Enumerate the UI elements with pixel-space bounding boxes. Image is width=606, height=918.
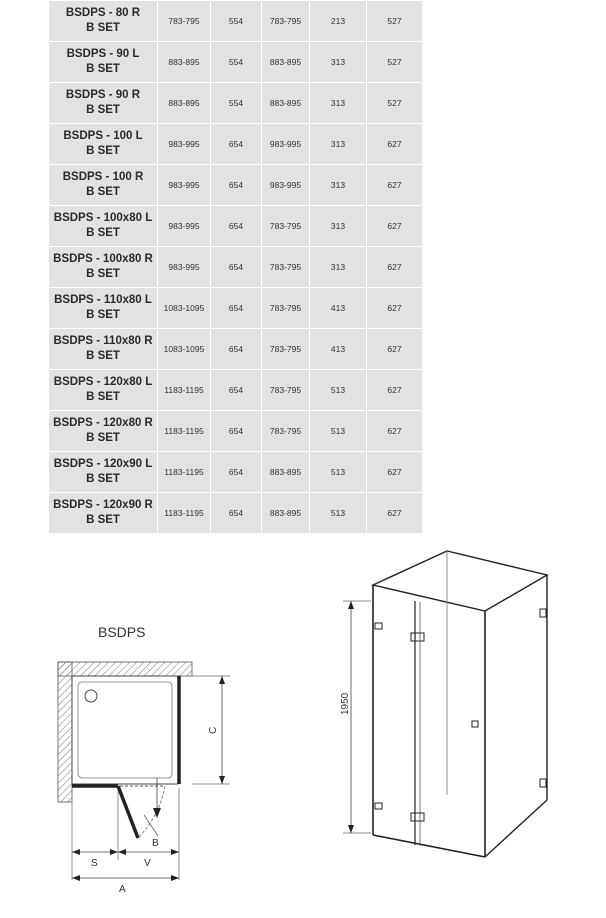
wall-back xyxy=(58,662,192,676)
model-line: B SET xyxy=(86,350,120,362)
value-cell: 883-895 xyxy=(158,42,211,83)
value-cell: 783-795 xyxy=(262,370,310,411)
model-cell xyxy=(49,165,158,206)
height-label: 1950 xyxy=(340,692,351,715)
value-cell: 527 xyxy=(367,1,423,42)
table-body xyxy=(49,1,423,534)
model-cell xyxy=(49,370,158,411)
value-cell: 654 xyxy=(211,329,262,370)
value-cell: 554 xyxy=(211,83,262,124)
bracket-icon xyxy=(472,721,478,727)
value-cell: 554 xyxy=(211,1,262,42)
value-cell: 513 xyxy=(310,411,367,452)
table-row xyxy=(49,493,423,534)
table-row xyxy=(49,42,423,83)
model-line: BSDPS - 90 R xyxy=(65,89,141,101)
hinge-icon xyxy=(375,803,382,809)
dim-label-a: A xyxy=(119,884,126,895)
model-line: BSDPS - 90 L xyxy=(66,48,140,60)
shower-tray xyxy=(72,676,178,784)
plan-view-drawing xyxy=(40,610,260,910)
model-line: B SET xyxy=(86,186,120,198)
value-cell: 627 xyxy=(367,124,423,165)
value-cell: 1183-1195 xyxy=(158,452,211,493)
model-cell xyxy=(49,247,158,288)
table-row xyxy=(49,452,423,493)
value-cell: 783-795 xyxy=(262,288,310,329)
value-cell: 654 xyxy=(211,124,262,165)
isometric-view-drawing xyxy=(325,545,565,865)
table-row xyxy=(49,206,423,247)
value-cell: 883-895 xyxy=(262,493,310,534)
hinge-icon xyxy=(540,609,546,617)
value-cell: 983-995 xyxy=(158,247,211,288)
door-open xyxy=(118,786,138,838)
value-cell: 627 xyxy=(367,370,423,411)
model-line: B SET xyxy=(86,309,120,321)
value-cell: 654 xyxy=(211,452,262,493)
model-line: BSDPS - 100 R xyxy=(62,171,144,183)
value-cell: 783-795 xyxy=(262,329,310,370)
value-cell: 654 xyxy=(211,165,262,206)
value-cell: 513 xyxy=(310,493,367,534)
table-row xyxy=(49,288,423,329)
table-row xyxy=(49,83,423,124)
model-line: BSDPS - 110x80 L xyxy=(54,294,152,306)
model-line: BSDPS - 100 L xyxy=(63,130,143,142)
hinge-icon xyxy=(375,623,382,629)
model-line: BSDPS - 120x90 L xyxy=(53,458,153,470)
value-cell: 627 xyxy=(367,206,423,247)
model-line: BSDPS - 120x90 R xyxy=(53,499,153,511)
model-line: BSDPS - 110x80 R xyxy=(53,335,153,347)
value-cell: 313 xyxy=(310,247,367,288)
wall-side xyxy=(58,662,72,802)
value-cell: 654 xyxy=(211,206,262,247)
model-cell xyxy=(49,42,158,83)
table-row xyxy=(49,124,423,165)
shower-tray-inner xyxy=(78,682,172,778)
value-cell: 983-995 xyxy=(158,206,211,247)
model-line: BSDPS - 100x80 L xyxy=(53,212,153,224)
plan-title: BSDPS xyxy=(98,624,146,640)
value-cell: 783-795 xyxy=(262,247,310,288)
value-cell: 654 xyxy=(211,370,262,411)
model-line: B SET xyxy=(86,514,120,526)
enclosure-top xyxy=(373,551,547,611)
model-cell xyxy=(49,288,158,329)
model-line: B SET xyxy=(86,432,120,444)
value-cell: 313 xyxy=(310,83,367,124)
handle-icon xyxy=(411,813,424,821)
value-cell: 213 xyxy=(310,1,367,42)
value-cell: 883-895 xyxy=(262,42,310,83)
value-cell: 527 xyxy=(367,42,423,83)
value-cell: 1183-1195 xyxy=(158,370,211,411)
dim-label-s: S xyxy=(91,858,98,869)
dim-label-c: C xyxy=(208,726,219,734)
value-cell: 983-995 xyxy=(158,165,211,206)
value-cell: 413 xyxy=(310,329,367,370)
value-cell: 883-895 xyxy=(158,83,211,124)
model-line: B SET xyxy=(86,22,120,34)
value-cell: 527 xyxy=(367,83,423,124)
value-cell: 783-795 xyxy=(262,1,310,42)
model-cell xyxy=(49,452,158,493)
dim-label-b: B xyxy=(152,838,159,849)
value-cell: 983-995 xyxy=(262,124,310,165)
value-cell: 627 xyxy=(367,493,423,534)
model-line: B SET xyxy=(86,227,120,239)
model-cell xyxy=(49,1,158,42)
value-cell: 654 xyxy=(211,288,262,329)
value-cell: 554 xyxy=(211,42,262,83)
value-cell: 627 xyxy=(367,329,423,370)
dimension-table xyxy=(48,0,423,534)
model-line: B SET xyxy=(86,63,120,75)
value-cell: 983-995 xyxy=(262,165,310,206)
dim-label-v: V xyxy=(144,858,151,869)
value-cell: 1183-1195 xyxy=(158,493,211,534)
value-cell: 313 xyxy=(310,206,367,247)
table-row xyxy=(49,329,423,370)
model-line: BSDPS - 120x80 R xyxy=(53,417,153,429)
door-swing-arc xyxy=(138,786,165,838)
value-cell: 627 xyxy=(367,452,423,493)
value-cell: 783-795 xyxy=(262,206,310,247)
value-cell: 654 xyxy=(211,411,262,452)
value-cell: 1083-1095 xyxy=(158,288,211,329)
table-row xyxy=(49,411,423,452)
value-cell: 627 xyxy=(367,411,423,452)
model-line: BSDPS - 120x80 L xyxy=(53,376,153,388)
model-cell xyxy=(49,83,158,124)
model-cell xyxy=(49,411,158,452)
value-cell: 313 xyxy=(310,124,367,165)
model-line: B SET xyxy=(86,391,120,403)
value-cell: 627 xyxy=(367,247,423,288)
value-cell: 983-995 xyxy=(158,124,211,165)
drain-icon xyxy=(85,690,97,702)
hinge-icon xyxy=(540,779,546,787)
table-row xyxy=(49,1,423,42)
model-line: B SET xyxy=(86,145,120,157)
value-cell: 627 xyxy=(367,288,423,329)
table-row xyxy=(49,370,423,411)
model-line: BSDPS - 80 R xyxy=(65,7,141,19)
value-cell: 627 xyxy=(367,165,423,206)
handle-icon xyxy=(411,633,424,641)
model-line: BSDPS - 100x80 R xyxy=(53,253,153,265)
value-cell: 313 xyxy=(310,165,367,206)
model-line: B SET xyxy=(86,268,120,280)
value-cell: 783-795 xyxy=(262,411,310,452)
model-cell xyxy=(49,329,158,370)
table-row xyxy=(49,247,423,288)
value-cell: 654 xyxy=(211,493,262,534)
value-cell: 513 xyxy=(310,452,367,493)
model-line: B SET xyxy=(86,473,120,485)
value-cell: 783-795 xyxy=(158,1,211,42)
model-cell xyxy=(49,124,158,165)
value-cell: 1083-1095 xyxy=(158,329,211,370)
value-cell: 883-895 xyxy=(262,83,310,124)
model-cell xyxy=(49,206,158,247)
model-cell xyxy=(49,493,158,534)
value-cell: 313 xyxy=(310,42,367,83)
value-cell: 513 xyxy=(310,370,367,411)
value-cell: 413 xyxy=(310,288,367,329)
table-row xyxy=(49,165,423,206)
value-cell: 883-895 xyxy=(262,452,310,493)
value-cell: 1183-1195 xyxy=(158,411,211,452)
value-cell: 654 xyxy=(211,247,262,288)
model-line: B SET xyxy=(86,104,120,116)
